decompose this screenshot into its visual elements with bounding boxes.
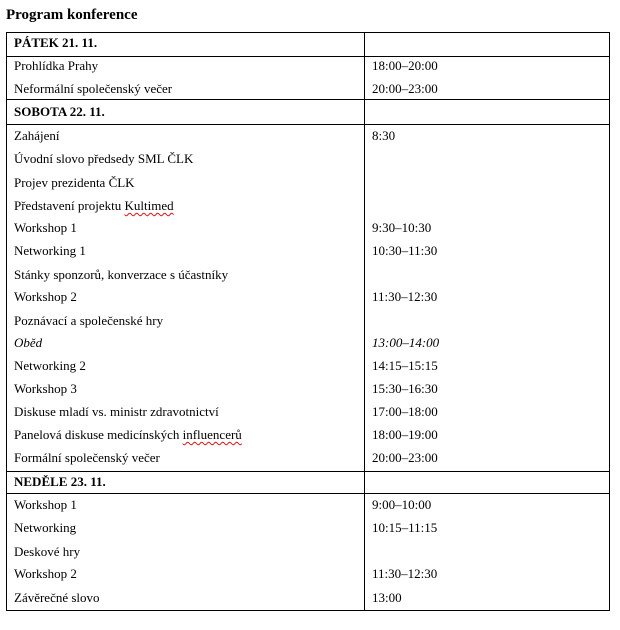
time-cell: 9:00–10:00	[372, 497, 432, 512]
event-cell: Poznávací a společenské hry	[14, 313, 164, 328]
event-cell: Workshop 1	[14, 497, 77, 512]
time-cell: 18:00–20:00	[372, 58, 438, 73]
event-cell	[14, 427, 242, 443]
event-text: Panelová diskuse medicínských	[14, 427, 183, 442]
time-cell: 18:00–19:00	[372, 427, 438, 442]
row-divider	[7, 493, 609, 494]
time-cell: 14:15–15:15	[372, 358, 438, 373]
event-cell: Workshop 1	[14, 220, 77, 235]
event-cell: Stánky sponzorů, konverzace s účastníky	[14, 267, 229, 282]
time-cell: 15:30–16:30	[372, 381, 438, 396]
time-cell: 11:30–12:30	[372, 566, 438, 581]
event-cell: Networking	[14, 520, 77, 535]
day-header-friday: PÁTEK 21. 11.	[14, 35, 98, 50]
time-cell: 9:30–10:30	[372, 220, 432, 235]
document-title: Program konference	[6, 7, 138, 23]
time-cell: 20:00–23:00	[372, 81, 438, 96]
event-cell: Formální společenský večer	[14, 450, 160, 465]
event-cell: Deskové hry	[14, 544, 81, 559]
row-divider	[7, 471, 609, 472]
event-cell: Networking 1	[14, 243, 86, 258]
time-cell: 13:00–14:00	[372, 335, 440, 350]
row-divider	[7, 56, 609, 57]
spellcheck-word: influencerů	[182, 427, 242, 442]
event-cell: Projev prezidenta ČLK	[14, 175, 135, 190]
time-cell: 10:15–11:15	[372, 520, 438, 535]
event-cell: Zahájení	[14, 128, 60, 143]
program-table	[6, 32, 610, 611]
event-cell: Prohlídka Prahy	[14, 58, 99, 73]
event-cell: Workshop 2	[14, 566, 77, 581]
time-cell: 20:00–23:00	[372, 450, 438, 465]
event-text: Představení projektu	[14, 198, 125, 213]
day-header-saturday: SOBOTA 22. 11.	[14, 104, 105, 119]
event-cell: Závěrečné slovo	[14, 590, 100, 605]
row-divider	[7, 99, 609, 100]
time-cell: 17:00–18:00	[372, 404, 438, 419]
time-cell: 11:30–12:30	[372, 289, 438, 304]
event-cell: Úvodní slovo předsedy SML ČLK	[14, 151, 194, 166]
event-cell: Workshop 3	[14, 381, 77, 396]
time-cell: 13:00	[372, 590, 402, 605]
event-cell: Networking 2	[14, 358, 86, 373]
event-cell: Oběd	[14, 335, 43, 350]
event-cell: Workshop 2	[14, 289, 77, 304]
time-cell: 8:30	[372, 128, 396, 143]
event-cell	[14, 198, 174, 214]
column-divider	[364, 33, 365, 610]
row-divider	[7, 124, 609, 125]
event-cell: Diskuse mladí vs. ministr zdravotnictví	[14, 404, 219, 419]
spellcheck-word: Kultimed	[124, 198, 174, 213]
event-cell: Neformální společenský večer	[14, 81, 173, 96]
day-header-sunday: NEDĚLE 23. 11.	[14, 474, 106, 489]
time-cell: 10:30–11:30	[372, 243, 438, 258]
